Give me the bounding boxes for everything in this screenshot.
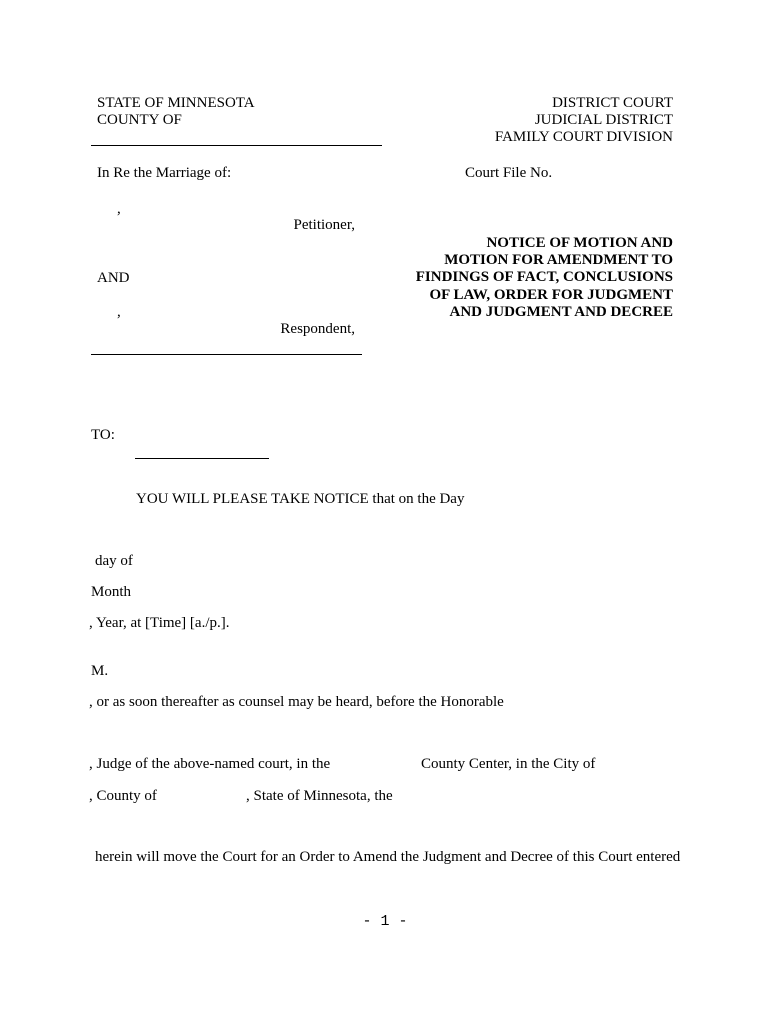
- to-blank-line: [135, 458, 269, 459]
- state-mn-text: , State of Minnesota, the: [246, 788, 393, 804]
- header-rule: [91, 145, 382, 146]
- title-line-5: AND JUDGMENT AND DECREE: [449, 304, 673, 320]
- counsel-text: , or as soon thereafter as counsel may be heard, before the Honorable: [89, 694, 504, 710]
- title-line-4: OF LAW, ORDER FOR JUDGMENT: [429, 287, 673, 303]
- petitioner-name-comma: ,: [117, 201, 121, 217]
- day-of-text: day of: [95, 553, 133, 569]
- year-time-text: , Year, at [Time] [a./p.].: [89, 615, 230, 631]
- month-text: Month: [91, 584, 132, 600]
- county-center-text: County Center, in the City of: [421, 756, 596, 772]
- county-label: COUNTY OF: [97, 112, 182, 128]
- meridiem-text: M.: [91, 663, 109, 679]
- caption-rule: [91, 354, 362, 355]
- herein-text: herein will move the Court for an Order to Amend the Judgment and Decree of this Court entered: [95, 849, 681, 865]
- and-label: AND: [97, 270, 130, 286]
- county-of-text: , County of: [89, 788, 157, 804]
- page-number: - 1 -: [362, 913, 408, 930]
- court-name: DISTRICT COURT: [552, 95, 673, 111]
- respondent-name-comma: ,: [117, 304, 121, 320]
- judge-text: , Judge of the above-named court, in the: [89, 756, 331, 772]
- notice-text: YOU WILL PLEASE TAKE NOTICE that on the Day: [136, 491, 465, 507]
- court-file-label: Court File No.: [465, 165, 553, 181]
- judicial-district: JUDICIAL DISTRICT: [534, 112, 673, 128]
- title-line-1: NOTICE OF MOTION AND: [486, 235, 673, 251]
- to-label: TO:: [91, 427, 115, 443]
- respondent-label: Respondent,: [280, 321, 355, 337]
- state-name: STATE OF MINNESOTA: [97, 95, 255, 111]
- in-re-label: In Re the Marriage of:: [97, 165, 232, 181]
- petitioner-label: Petitioner,: [293, 217, 355, 233]
- title-line-3: FINDINGS OF FACT, CONCLUSIONS: [415, 269, 673, 285]
- title-line-2: MOTION FOR AMENDMENT TO: [444, 252, 673, 268]
- court-division: FAMILY COURT DIVISION: [494, 129, 673, 145]
